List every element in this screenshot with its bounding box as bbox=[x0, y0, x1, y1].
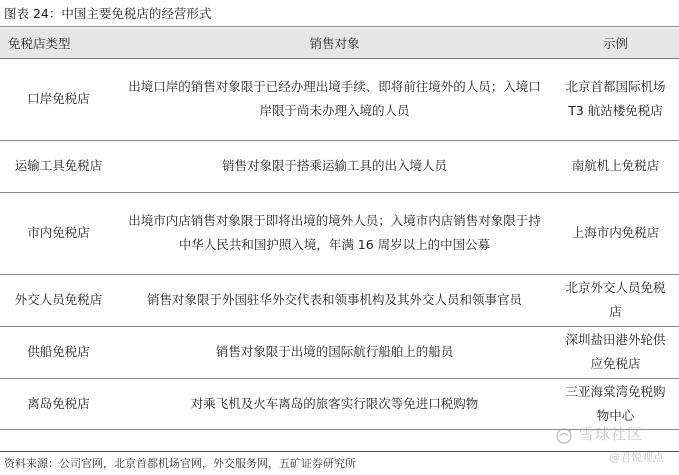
cell-sales-object: 销售对象限于出境的国际航行船舶上的船员 bbox=[117, 326, 552, 378]
cell-example: 三亚海棠湾免税购物中心 bbox=[552, 378, 679, 429]
cell-store-type: 口岸免税店 bbox=[0, 58, 117, 140]
cell-sales-object: 销售对象限于搭乘运输工具的出入境人员 bbox=[117, 140, 552, 192]
watermark-sub: @君悦观点 bbox=[609, 451, 664, 464]
cell-sales-object: 出境口岸的销售对象限于已经办理出境手续、即将前往境外的人员；入境口岸限于尚未办理入境的人员 bbox=[117, 58, 552, 140]
table-row bbox=[0, 192, 679, 274]
header-store-type: 免税店类型 bbox=[0, 28, 117, 58]
cell-example: 深圳盐田港外轮供应免税店 bbox=[552, 326, 679, 378]
cell-sales-object: 出境市内店销售对象限于即将出境的境外人员；入境市内店销售对象限于持中华人民共和国护照入境，年满 16 周岁以上的中国公募 bbox=[117, 192, 552, 274]
snowball-logo-icon bbox=[555, 427, 575, 445]
header-example: 示例 bbox=[552, 28, 679, 58]
duty-free-store-table bbox=[0, 28, 679, 430]
cell-example: 北京外交人员免税店 bbox=[552, 274, 679, 326]
table-row bbox=[0, 140, 679, 192]
top-rule bbox=[0, 26, 679, 27]
table-header-row bbox=[0, 28, 679, 58]
table-row bbox=[0, 58, 679, 140]
cell-store-type: 离岛免税店 bbox=[0, 378, 117, 429]
figure-title: 图表 24：中国主要免税店的经营形式 bbox=[4, 6, 212, 21]
table-row bbox=[0, 378, 679, 429]
table-row bbox=[0, 326, 679, 378]
cell-store-type: 运输工具免税店 bbox=[0, 140, 117, 192]
bottom-rule bbox=[0, 451, 679, 452]
cell-store-type: 外交人员免税店 bbox=[0, 274, 117, 326]
cell-example: 上海市内免税店 bbox=[552, 192, 679, 274]
table-row bbox=[0, 274, 679, 326]
cell-example: 北京首都国际机场 T3 航站楼免税店 bbox=[552, 58, 679, 140]
cell-sales-object: 销售对象限于外国驻华外交代表和领事机构及其外交人员和领事官员 bbox=[117, 274, 552, 326]
source-note: 资料来源：公司官网，北京首都机场官网，外交服务网，五矿证券研究所 bbox=[4, 457, 356, 470]
cell-store-type: 市内免税店 bbox=[0, 192, 117, 274]
header-sales-object: 销售对象 bbox=[117, 28, 552, 58]
cell-example: 南航机上免税店 bbox=[552, 140, 679, 192]
watermark-text: 雪球社区 bbox=[579, 425, 644, 443]
cell-sales-object: 对乘飞机及火车离岛的旅客实行限次等免进口税购物 bbox=[117, 378, 552, 429]
cell-store-type: 供船免税店 bbox=[0, 326, 117, 378]
